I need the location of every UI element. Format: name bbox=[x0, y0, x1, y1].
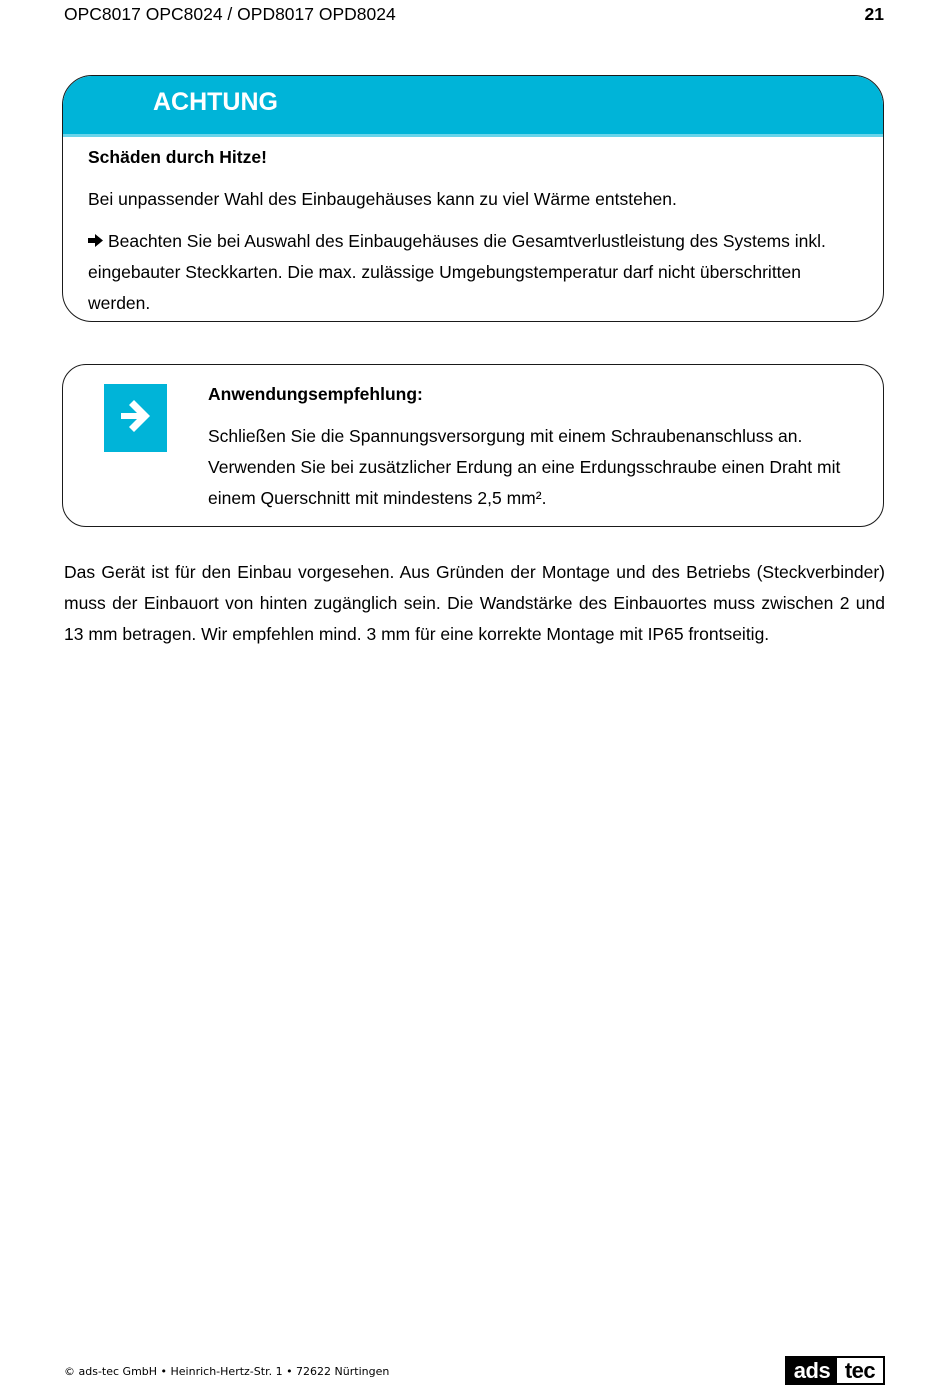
arrow-right-icon bbox=[104, 384, 167, 452]
warning-header bbox=[63, 76, 883, 134]
ads-tec-logo bbox=[785, 1356, 885, 1385]
warning-instruction: Beachten Sie bei Auswahl des Einbaugehäuses die Gesamtverlustleistung des Systems inkl. eingebauter Steckkarten. Die max. zulässige Umgebungstemperatur darf nicht überschritten werden. bbox=[88, 231, 826, 313]
page-number: 21 bbox=[864, 4, 884, 24]
warning-body bbox=[88, 142, 855, 319]
logo-left-part: ads bbox=[787, 1358, 837, 1383]
logo-right-part: tec bbox=[837, 1358, 883, 1383]
recommendation-text: Schließen Sie die Spannungsversorgung mit einem Schraubenanschluss an. Verwenden Sie bei zusätzlicher Erdung an eine Erdungsschraube einen Draht mit einem Querschnitt mit mindestens 2,5 mm². bbox=[208, 426, 841, 508]
page-header bbox=[64, 4, 884, 26]
warning-box bbox=[62, 75, 884, 322]
recommendation-title: Anwendungsempfehlung: bbox=[208, 384, 423, 404]
warning-title: ACHTUNG bbox=[153, 88, 278, 116]
recommendation-box bbox=[62, 364, 884, 527]
warning-subtitle: Schäden durch Hitze! bbox=[88, 147, 267, 167]
footer-address: © ads-tec GmbH • Heinrich-Hertz-Str. 1 • 72622 Nürtingen bbox=[64, 1365, 390, 1378]
document-title: OPC8017 OPC8024 / OPD8017 OPD8024 bbox=[64, 4, 396, 24]
warning-instruction-paragraph bbox=[88, 226, 855, 319]
recommendation-body bbox=[208, 379, 853, 514]
arrow-right-icon bbox=[88, 226, 108, 257]
body-paragraph: Das Gerät ist für den Einbau vorgesehen. Aus Gründen der Montage und des Betriebs (Steckverbinder) muss der Einbauort von hinten zugänglich sein. Die Wandstärke des Einbauortes muss zwischen 2 und 13 mm betragen. Wir empfehlen mind. 3 mm für eine korrekte Montage mit IP65 frontseitig. bbox=[64, 562, 885, 644]
warning-header-divider bbox=[63, 134, 883, 137]
warning-text: Bei unpassender Wahl des Einbaugehäuses kann zu viel Wärme entstehen. bbox=[88, 189, 677, 209]
